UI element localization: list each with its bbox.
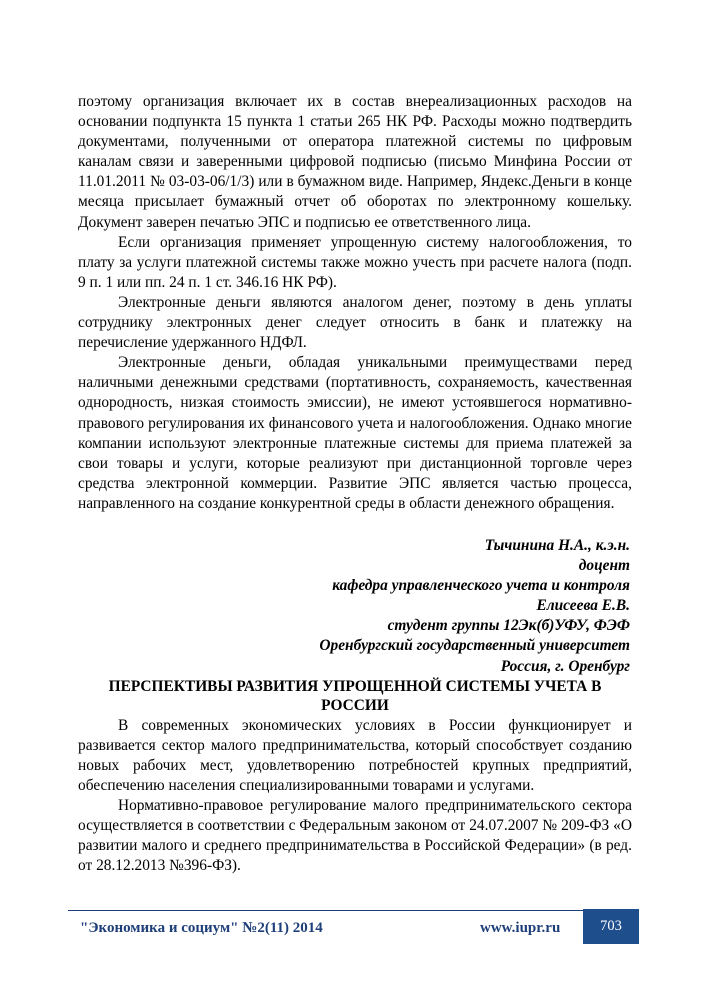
author-block [78,536,632,677]
author-position-1: доцент [578,557,630,575]
page-footer [68,909,639,949]
paragraph-continuation: поэтому организация включает их в состав внереализационных расходов на основании подпункта 15 пункта 1 статьи 265 НК РФ. Расходы можно подтвердить документами, полученными от оператора платежной системы по цифровым каналам связи и заверенными цифровой подписью (письмо Минфина России от 11.01.2011 № 03-03-06/1/3) или в бумажном виде. Например, Яндекс.Деньги в конце месяца присылает бумажный отчет об оборотах по электронному кошельку. Документ заверен печатью ЭПС и подписью ее ответственного лица. [78,93,632,231]
paragraph-simplified-tax: Если организация применяет упрощенную систему налогообложения, то плату за услуги платежной системы также можно учесть при расчете налога (подп. 9 п. 1 или пп. 24 п. 1 ст. 346.16 НК РФ). [78,233,632,291]
page-body [78,92,632,876]
page-number-badge: 703 [583,909,639,944]
author-name-2: Елисеева Е.В. [536,597,630,615]
article-title: ПЕРСПЕКТИВЫ РАЗВИТИЯ УПРОЩЕННОЙ СИСТЕМЫ УЧЕТА В РОССИИ [108,677,602,715]
section-spacer [78,514,632,536]
paragraph-regulation: Нормативно-правовое регулирование малого предпринимательского сектора осуществляется в соответствии с Федеральным законом от 24.07.2007 № 209-ФЗ «О развитии малого и среднего предпринимательства в Российской Федерации» (в ред. от 28.12.2013 №396-ФЗ). [78,797,632,875]
paragraph-ndfl: Электронные деньги являются аналогом денег, поэтому в день уплаты сотруднику электронных денег следует относить в банк и платежку на перечисление удержанного НДФЛ. [78,293,632,352]
paragraph-advantages: Электронные деньги, обладая уникальными преимуществами перед наличными денежными средствами (портативность, сохраняемость, качественная однородность, низкая стоимость эмиссии), не имеют устоявшегося нормативно-правового регулирования их финансового учета и налогообложения. Однако многие компании используют электронные платежные системы для приема платежей за свои товары и услуги, которые реализуют при дистанционной торговле через средства электронной коммерции. Развитие ЭПС является частью процесса, направленного на создание конкурентной среды в области денежного обращения. [78,354,632,512]
author-university: Оренбургский государственный университет [319,637,630,655]
footer-journal-title: "Экономика и социум" №2(11) 2014 [80,920,323,936]
author-name-1: Тычинина Н.А., к.э.н. [484,536,630,554]
author-department: кафедра управленческого учета и контроля [332,577,630,595]
author-position-2: студент группы 12Эк(б)УФУ, ФЭФ [387,617,630,635]
footer-divider [68,910,583,911]
footer-website-link[interactable]: www.iupr.ru [480,920,561,936]
author-location: Россия, г. Оренбург [500,657,630,675]
paragraph-small-business: В современных экономических условиях в России функционирует и развивается сектор малого предпринимательства, который способствует созданию новых рабочих мест, удовлетворению потребностей крупных предприятий, обеспечению населения специализированными товарами и услугами. [78,716,632,794]
